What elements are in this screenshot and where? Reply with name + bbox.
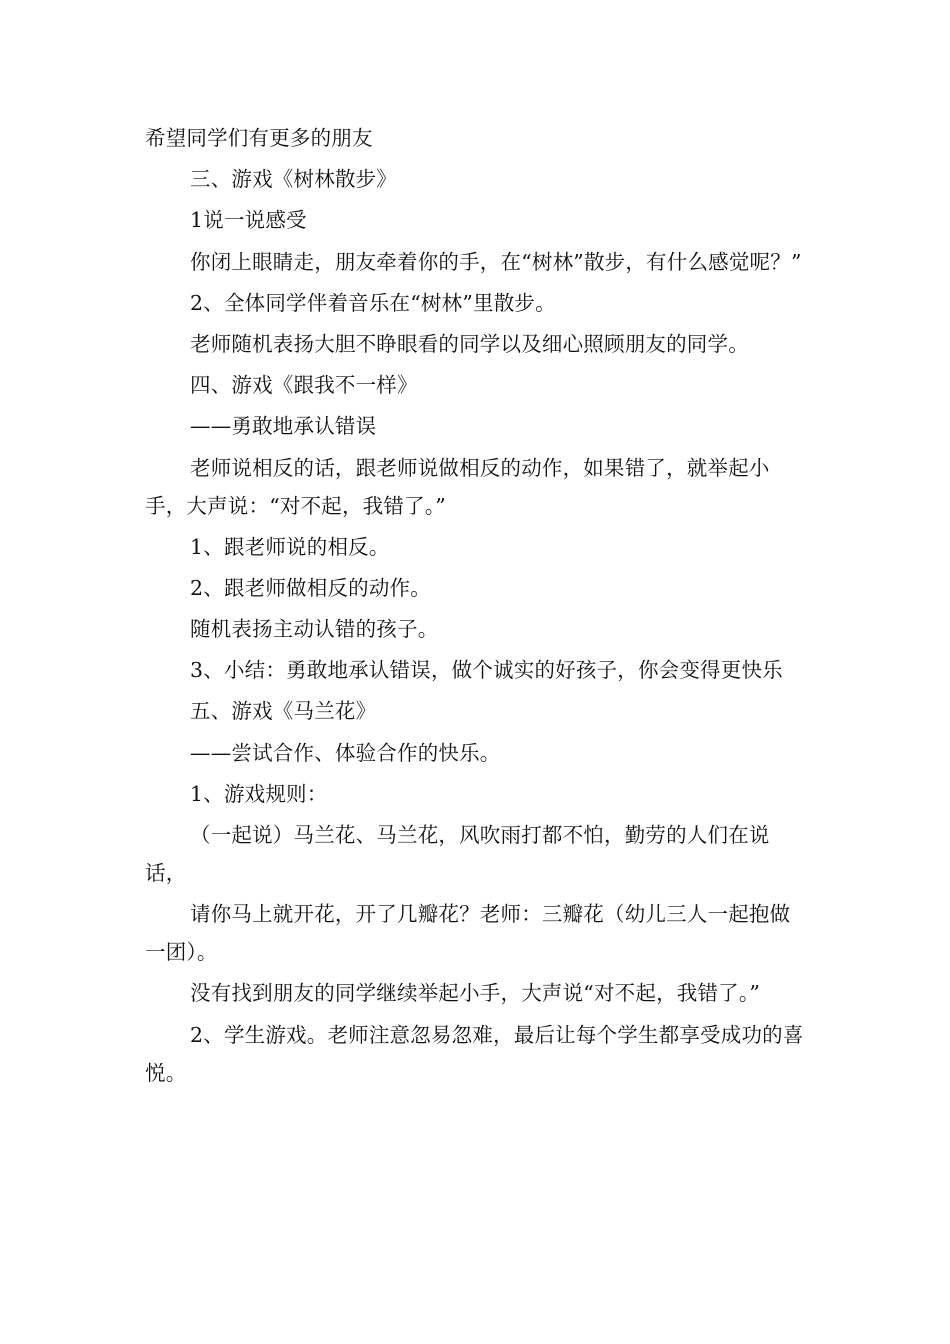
section-heading-3: 三、游戏《树林散步》 (190, 167, 397, 192)
paragraph-11: 2、跟老师做相反的动作。 (190, 575, 431, 600)
paragraph-13: 3、小结：勇敢地承认错误，做个诚实的好孩子，你会变得更快乐 (190, 658, 783, 683)
paragraph-12: 随机表扬主动认错的孩子。 (190, 617, 439, 642)
paragraph-15: ——尝试合作、体验合作的快乐。 (190, 740, 501, 765)
paragraph-17: （一起说）马兰花、马兰花，风吹雨打都不怕，勤劳的人们在说话， (145, 823, 770, 885)
paragraph-16: 1、游戏规则： (190, 781, 328, 806)
paragraph-19: 没有找到朋友的同学继续举起小手，大声说“对不起，我错了。” (190, 981, 761, 1006)
paragraph-1: 希望同学们有更多的朋友 (145, 126, 373, 150)
section-heading-5: 五、游戏《马兰花》 (190, 699, 377, 724)
paragraph-3: 1说一说感受 (190, 208, 307, 233)
paragraph-8: ——勇敢地承认错误 (190, 414, 377, 439)
paragraph-4: 你闭上眼睛走，朋友牵着你的手，在“树林”散步，有什么感觉呢？” (190, 249, 802, 274)
paragraph-20: 2、学生游戏。老师注意忽易忽难，最后让每个学生都享受成功的喜悦。 (145, 1022, 804, 1085)
paragraph-18: 请你马上就开花，开了几瓣花？老师：三瓣花（幼儿三人一起抱做一团）。 (145, 902, 791, 965)
paragraph-6: 老师随机表扬大胆不睁眼看的同学以及细心照顾朋友的同学。 (190, 331, 749, 356)
section-heading-4: 四、游戏《跟我不一样》 (190, 373, 418, 398)
paragraph-5: 2、全体同学伴着音乐在“树林”里散步。 (190, 290, 556, 315)
document-page (145, 119, 810, 1095)
paragraph-10: 1、跟老师说的相反。 (190, 534, 390, 559)
paragraph-9: 老师说相反的话，跟老师说做相反的动作，如果错了，就举起小手，大声说：“对不起，我错了。” (145, 455, 770, 518)
